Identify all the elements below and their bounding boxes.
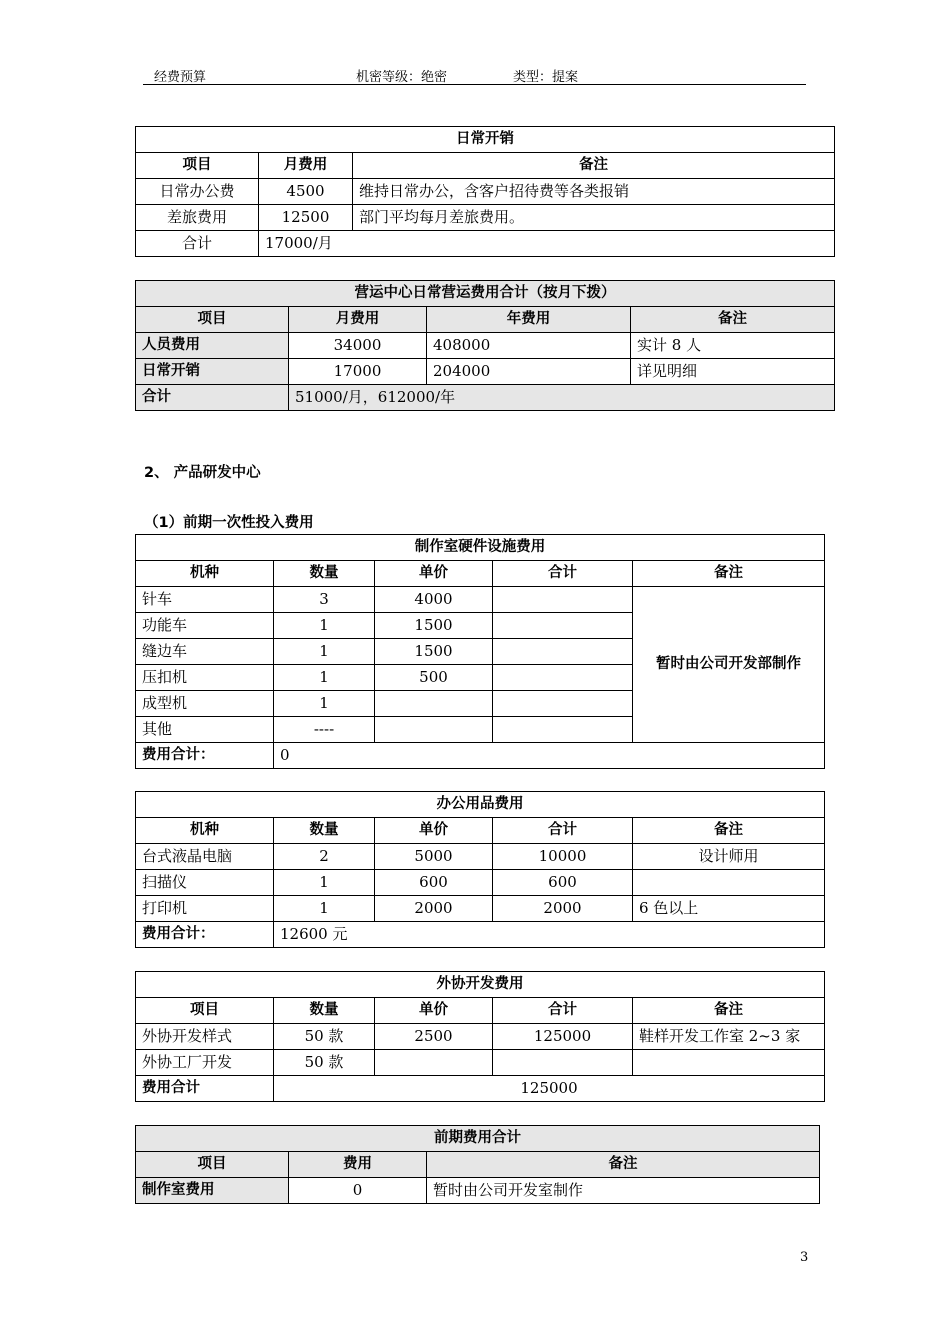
cell: 600: [375, 870, 493, 896]
total-row: [136, 743, 825, 769]
cell: [493, 691, 633, 717]
table-row: [136, 179, 835, 205]
total-label: 合计: [136, 231, 259, 257]
total-value: 17000/月: [259, 231, 835, 257]
total-label: 费用合计：: [136, 922, 274, 948]
cell: 外协工厂开发: [136, 1050, 274, 1076]
office-supplies-table: [135, 791, 825, 948]
cell: 1: [274, 639, 375, 665]
header-doc-title: 经费预算: [154, 70, 207, 85]
col-header: 项目: [136, 307, 289, 333]
cell: 408000: [427, 333, 631, 359]
col-header: 合计: [493, 818, 633, 844]
col-header: 数量: [274, 998, 375, 1024]
cell: 1: [274, 665, 375, 691]
table-row: [136, 1024, 825, 1050]
operations-summary-table: [135, 280, 835, 411]
cell: ----: [274, 717, 375, 743]
upfront-cost-summary-table: [135, 1125, 820, 1204]
cell: 1500: [375, 639, 493, 665]
cell: 针车: [136, 587, 274, 613]
page-number: 3: [800, 1250, 809, 1265]
cell: 日常办公费: [136, 179, 259, 205]
cell: 50 款: [274, 1024, 375, 1050]
cell: 204000: [427, 359, 631, 385]
col-header: 备注: [427, 1152, 820, 1178]
col-header: 项目: [136, 153, 259, 179]
col-header: 月费用: [289, 307, 427, 333]
table-title: 前期费用合计: [136, 1126, 820, 1152]
row-label: 制作室费用: [136, 1178, 289, 1204]
cell: 缝边车: [136, 639, 274, 665]
total-row: [136, 1076, 825, 1102]
table-row: [136, 1178, 820, 1204]
cell: 1: [274, 691, 375, 717]
col-header: 机种: [136, 561, 274, 587]
cell: 5000: [375, 844, 493, 870]
col-header: 月费用: [259, 153, 353, 179]
cell: [493, 587, 633, 613]
table-row: [136, 896, 825, 922]
cell: [375, 1050, 493, 1076]
total-label: 合计: [136, 385, 289, 411]
header-doc-type: 类型：提案: [513, 70, 579, 85]
table-title: 办公用品费用: [136, 792, 825, 818]
cell: 10000: [493, 844, 633, 870]
cell: 其他: [136, 717, 274, 743]
col-header: 项目: [136, 1152, 289, 1178]
cell: 台式液晶电脑: [136, 844, 274, 870]
table-title: 日常开销: [136, 127, 835, 153]
cell: 1500: [375, 613, 493, 639]
cell: [633, 870, 825, 896]
total-value: 51000/月，612000/年: [289, 385, 835, 411]
table-row: [136, 587, 825, 613]
cell: 500: [375, 665, 493, 691]
cell: 压扣机: [136, 665, 274, 691]
table-row: [136, 870, 825, 896]
col-header: 备注: [353, 153, 835, 179]
table-title: 制作室硬件设施费用: [136, 535, 825, 561]
col-header: 备注: [633, 818, 825, 844]
col-header: 机种: [136, 818, 274, 844]
page-header: [143, 66, 806, 85]
cell: [493, 717, 633, 743]
cell: 0: [289, 1178, 427, 1204]
total-row: [136, 231, 835, 257]
table-row: [136, 844, 825, 870]
cell: 差旅费用: [136, 205, 259, 231]
row-label: 日常开销: [136, 359, 289, 385]
cell: [493, 613, 633, 639]
cell: 实计 8 人: [631, 333, 835, 359]
col-header: 备注: [633, 998, 825, 1024]
cell: [493, 1050, 633, 1076]
cell: 扫描仪: [136, 870, 274, 896]
cell: 2: [274, 844, 375, 870]
outsourced-dev-table: [135, 971, 825, 1102]
total-label: 费用合计：: [136, 743, 274, 769]
cell: 4500: [259, 179, 353, 205]
cell: [375, 691, 493, 717]
cell: 外协开发样式: [136, 1024, 274, 1050]
note-cell: 暂时由公司开发部制作: [633, 587, 825, 743]
cell: 50 款: [274, 1050, 375, 1076]
subsection-heading: （1）前期一次性投入费用: [144, 515, 314, 531]
col-header: 合计: [493, 561, 633, 587]
cell: 17000: [289, 359, 427, 385]
cell: 暂时由公司开发室制作: [427, 1178, 820, 1204]
col-header: 单价: [375, 818, 493, 844]
table-title: 营运中心日常营运费用合计（按月下拨）: [136, 281, 835, 307]
table-row: [136, 359, 835, 385]
cell: 维持日常办公，含客户招待费等各类报销: [353, 179, 835, 205]
cell: 4000: [375, 587, 493, 613]
cell: 2500: [375, 1024, 493, 1050]
total-label: 费用合计: [136, 1076, 274, 1102]
cell: 12500: [259, 205, 353, 231]
total-row: [136, 385, 835, 411]
cell: 功能车: [136, 613, 274, 639]
cell: 2000: [493, 896, 633, 922]
col-header: 项目: [136, 998, 274, 1024]
cell: 部门平均每月差旅费用。: [353, 205, 835, 231]
cell: [375, 717, 493, 743]
col-header: 数量: [274, 561, 375, 587]
header-security-level: 机密等级：绝密: [356, 70, 448, 85]
cell: 125000: [493, 1024, 633, 1050]
total-value: 125000: [274, 1076, 825, 1102]
col-header: 费用: [289, 1152, 427, 1178]
col-header: 年费用: [427, 307, 631, 333]
col-header: 数量: [274, 818, 375, 844]
hardware-cost-table: [135, 534, 825, 769]
col-header: 单价: [375, 998, 493, 1024]
cell: 详见明细: [631, 359, 835, 385]
total-value: 0: [274, 743, 825, 769]
cell: [493, 639, 633, 665]
cell: 鞋样开发工作室 2~3 家: [633, 1024, 825, 1050]
col-header: 备注: [631, 307, 835, 333]
cell: 1: [274, 896, 375, 922]
row-label: 人员费用: [136, 333, 289, 359]
daily-expense-table: [135, 126, 835, 257]
table-row: [136, 333, 835, 359]
total-value: 12600 元: [274, 922, 825, 948]
table-title: 外协开发费用: [136, 972, 825, 998]
col-header: 合计: [493, 998, 633, 1024]
cell: 1: [274, 613, 375, 639]
cell: [493, 665, 633, 691]
cell: 打印机: [136, 896, 274, 922]
cell: 设计师用: [633, 844, 825, 870]
col-header: 单价: [375, 561, 493, 587]
total-row: [136, 922, 825, 948]
cell: 34000: [289, 333, 427, 359]
cell: 1: [274, 870, 375, 896]
section-heading: 2、 产品研发中心: [144, 465, 261, 481]
table-row: [136, 1050, 825, 1076]
col-header: 备注: [633, 561, 825, 587]
cell: 成型机: [136, 691, 274, 717]
cell: 2000: [375, 896, 493, 922]
cell: 600: [493, 870, 633, 896]
table-row: [136, 205, 835, 231]
cell: 3: [274, 587, 375, 613]
cell: [633, 1050, 825, 1076]
cell: 6 色以上: [633, 896, 825, 922]
